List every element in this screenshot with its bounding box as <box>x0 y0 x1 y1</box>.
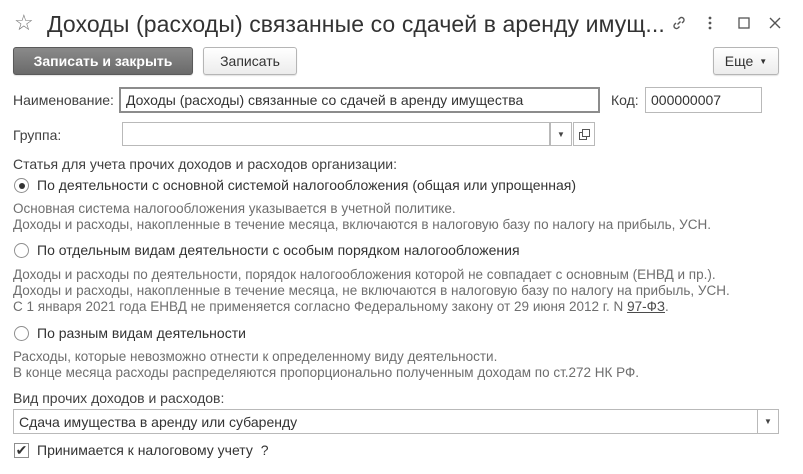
more-button-label: Еще <box>724 53 754 69</box>
tax-accounting-checkbox[interactable] <box>14 443 29 458</box>
law-suffix: . <box>665 299 669 314</box>
more-vertical-icon[interactable] <box>697 10 723 36</box>
accounting-section-label: Статья для учета прочих доходов и расходов организации: <box>13 156 397 172</box>
group-dropdown-button[interactable] <box>550 122 572 146</box>
radio-selected-dot <box>19 183 25 189</box>
code-label: Код: <box>611 92 639 108</box>
name-input[interactable]: Доходы (расходы) связанные со сдачей в аренду имущества <box>119 87 600 113</box>
link-icon-svg <box>671 15 687 31</box>
link-icon[interactable] <box>666 10 692 36</box>
option-main-taxation-label[interactable]: По деятельности с основной системой налогообложения (общая или упрощенная) <box>37 177 577 193</box>
option-special-taxation-label[interactable]: По отдельным видам деятельности с особым порядком налогообложения <box>37 242 520 258</box>
group-input[interactable] <box>122 122 550 146</box>
chevron-down-icon: ▼ <box>557 129 565 139</box>
more-vertical-icon-svg <box>707 15 713 31</box>
group-label: Группа: <box>13 127 62 143</box>
code-input[interactable]: 000000007 <box>645 87 762 113</box>
tax-accounting-label-text: Принимается к налоговому учету <box>37 442 253 458</box>
option-special-taxation-hint-3 <box>13 299 669 315</box>
window-title: Доходы (расходы) связанные со сдачей в аренду имущ... <box>47 11 665 37</box>
favorite-star-icon[interactable]: ☆ <box>14 10 34 35</box>
help-icon[interactable]: ? <box>260 442 269 458</box>
option-various-activities-hint-2: В конце месяца расходы распределяются пропорционально полученным доходам по ст.272 НК РФ. <box>13 365 640 380</box>
more-button[interactable] <box>713 47 779 75</box>
close-icon[interactable] <box>762 10 788 36</box>
chevron-down-icon: ▼ <box>759 56 768 66</box>
option-main-taxation-hint-2: Доходы и расходы, накопленные в течение месяца, включаются в налоговую базу по налогу на прибыль, УСН. <box>13 217 712 232</box>
option-special-taxation-hint-1: Доходы и расходы по деятельности, порядок налогообложения которой не совпадает с основным (ЕНВД и пр.). <box>13 267 716 282</box>
save-and-close-button[interactable]: Записать и закрыть <box>13 47 193 75</box>
radio-main-taxation[interactable] <box>14 178 29 193</box>
option-various-activities-hint-1: Расходы, которые невозможно отнести к определенному виду деятельности. <box>13 349 498 364</box>
kind-dropdown-button[interactable] <box>757 409 779 434</box>
maximize-icon-svg <box>738 17 750 29</box>
kind-input[interactable]: Сдача имущества в аренду или субаренду <box>13 409 758 434</box>
option-main-taxation-hint-1: Основная система налогообложения указывается в учетной политике. <box>13 201 456 216</box>
kind-label: Вид прочих доходов и расходов: <box>13 390 225 406</box>
open-form-icon <box>579 129 590 140</box>
radio-special-taxation[interactable] <box>14 243 29 258</box>
chevron-down-icon: ▼ <box>764 417 772 426</box>
save-button[interactable]: Записать <box>203 47 297 75</box>
law-link[interactable]: 97-ФЗ <box>627 299 665 314</box>
option-special-taxation-hint-2: Доходы и расходы, накопленные в течение месяца, не включаются в налоговую базу по налогу на прибыль, УСН. <box>13 283 730 298</box>
option-various-activities-label[interactable]: По разным видам деятельности <box>37 325 246 341</box>
name-label: Наименование: <box>13 92 114 108</box>
law-text: С 1 января 2021 года ЕНВД не применяется согласно Федеральному закону от 29 июня 2012 г. N <box>13 299 628 314</box>
maximize-icon[interactable] <box>731 10 757 36</box>
tax-accounting-label[interactable] <box>37 442 269 458</box>
group-open-button[interactable] <box>573 122 595 146</box>
radio-various-activities[interactable] <box>14 326 29 341</box>
close-icon-svg <box>769 17 781 29</box>
checkmark-icon: ✔ <box>15 442 28 458</box>
